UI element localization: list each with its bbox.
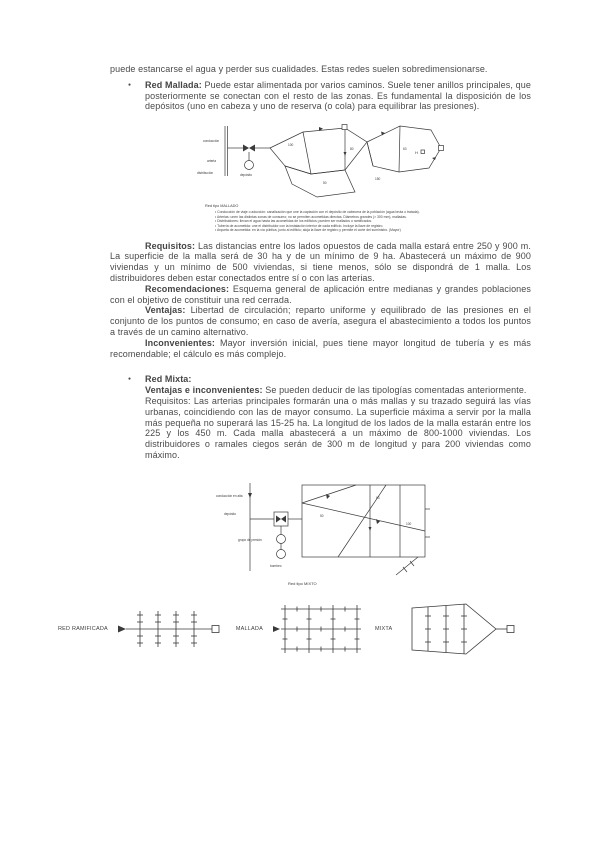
diagram-micro-label: conducción [203, 139, 220, 144]
pipe-size-label: 100 [406, 521, 412, 526]
red-mallada-schematic [195, 120, 445, 202]
pipe-size-label: 63 [403, 147, 407, 152]
bullet-item-red-mallada [110, 80, 531, 112]
pipe-size-label: 63 [376, 495, 380, 500]
red-mallada-paragraphs [110, 241, 531, 360]
inflow-arrow-icon [118, 625, 126, 632]
pipe-size-label: 100 [288, 143, 294, 148]
red-mallada-body: Puede estar alimentada por varios caminos. Suele tener anillos principales, que posteriormente se conectan con el resto de las zonas. Es fundamental la disposición de los depósitos (uno en cabeza y uno de reserva (o cola) para equilibrar las presiones). [145, 79, 531, 112]
diagram-caption: Red tipo MIXTO [288, 580, 317, 586]
flow-arrow-icon [326, 494, 330, 499]
pipe-size-label: 150 [375, 177, 381, 182]
paragraph-text: Esquema general de aplicación entre medianas y grandes poblaciones con el objetivo de constituir una red cerrada. [110, 283, 531, 305]
mixta-label: MIXTA [374, 625, 393, 632]
bullet-icon: ● [128, 81, 132, 88]
red-mixta-requisitos: Requisitos: Las arterias principales formarán una o más mallas y su trazado seguirá las vías urbanas, coincidiendo con las de mayor consumo. La superficie máxima a servir por la malla más pequeña no superará las 15-25 ha. La longitud de los lados de la malla estarán entre los 225 y los 450 m. Cada malla abastecerá a un máximo de 800-1000 viviendas. Los distribuidores o ramales ciegos serán de 300 m de longitud y para 200 viviendas como máximo. [145, 396, 531, 461]
mixta-schematic [400, 600, 518, 658]
hydrant-label: H [415, 150, 418, 156]
red-mixta-title-line [145, 374, 531, 385]
pipe-size-label: 50 [320, 513, 324, 518]
hydrant-icon [421, 150, 425, 154]
red-mallada-title: Red Mallada: [145, 79, 202, 90]
flow-arrow-icon [344, 152, 347, 156]
diagram-micro-label: distribución [197, 171, 214, 176]
red-mixta-sub-text: Se pueden deducir de las tipologías comentadas anteriormente. [262, 385, 527, 396]
legend-item: • Distribuidores: llevan el agua hasta las acometidas de los edificios; pueden ser mallados o ramificados. [215, 219, 373, 224]
paragraph-requisitos [110, 241, 531, 284]
pump-icon [277, 534, 286, 543]
paragraph-inconvenientes [110, 338, 531, 360]
flow-arrow-icon [376, 519, 380, 524]
paragraph-ventajas [110, 305, 531, 337]
diagram-red-mallada [195, 120, 450, 233]
diagram-legend [215, 210, 437, 233]
deposit-icon [212, 625, 219, 632]
red-mallada-text [145, 80, 531, 112]
diagram-micro-label: bombeo [270, 563, 282, 568]
paragraph-label: Recomendaciones: [145, 283, 230, 294]
red-mixta-text [145, 374, 531, 460]
red-mixta-schematic [180, 479, 430, 579]
network-types-row [58, 600, 531, 658]
paragraph-text: Mayor inversión inicial, pues tiene mayor longitud de tubería y es más recomendable; el cálculo es más complejo. [110, 337, 531, 359]
diagram-micro-label: conducción en alta [216, 493, 243, 498]
paragraph-label: Requisitos: [145, 240, 196, 251]
legend-item: • Arqueta de acometida: en la vía pública, junto al edificio; aloja la llave de registro y permite el corte del suministro. (Mayor) [215, 228, 401, 233]
red-mixta-sub-label: Ventajas e inconvenientes: [145, 385, 263, 396]
deposit-icon [342, 125, 347, 130]
diagram-micro-label: grupo de presión [238, 537, 262, 542]
paragraph-text: Las distancias entre los lados opuestos de cada malla estará entre 250 y 900 m. La superficie de la malla será de 30 ha y de un mínimo de 9 ha. Abastecerá un máximo de 900 viviendas y un mínimo de 500 viviendas, si tiene menos, sólo se dispondrá de 1 malla. Los distribuidores deben estar conectados entre sí o con las arterias. [110, 240, 531, 284]
flow-arrow-icon [248, 493, 252, 498]
bullet-icon: ● [128, 376, 132, 383]
deposit-icon [439, 146, 444, 151]
ramificada-label: RED RAMIFICADA [58, 625, 108, 632]
paragraph-label: Ventajas: [145, 305, 186, 316]
inflow-arrow-icon [273, 626, 280, 632]
mallada-schematic [271, 601, 367, 657]
mallada-label: MALLADA [235, 625, 263, 632]
diagram-micro-label: arteria [207, 159, 217, 164]
diagram-micro-label: depósito [240, 173, 253, 178]
bullet-item-red-mixta [110, 374, 531, 460]
valve-icon [249, 145, 255, 152]
ramificada-schematic [116, 601, 228, 657]
legend-item: • Tubería de acometida: une el distribuidor con la instalación interior de cada edificio. Incluye la llave de registro. [215, 223, 384, 228]
diagram-red-mixta [180, 479, 435, 586]
legend-item: • Conducción de viaje o aducción: canalización que une la captación con el depósito de cabecera de la población (agua bruta o tratada). [215, 210, 420, 215]
legend-item: • Arterias: unen las distintas zonas de consumo; no se permiten acometidas directas. Diámetros grandes (> 300 mm), malladas. [215, 214, 407, 219]
pipe-size-label: 80 [350, 147, 354, 152]
red-mixta-title: Red Mixta: [145, 374, 192, 385]
diagram-micro-label: depósito [224, 511, 237, 516]
red-mixta-ventajas-line [145, 385, 531, 396]
pump-icon [245, 161, 254, 170]
paragraph-recomendaciones [110, 284, 531, 306]
diagram-caption: Red tipo MALLADO [205, 204, 239, 209]
deposit-icon [507, 625, 514, 632]
flow-arrow-icon [369, 527, 372, 531]
pipe-size-label: 50 [323, 181, 327, 186]
pump-icon [277, 549, 286, 558]
intro-paragraph: puede estancarse el agua y perder sus cualidades. Estas redes suelen sobredimensionarse. [110, 64, 488, 74]
valve-icon [243, 145, 249, 152]
paragraph-label: Inconvenientes: [145, 337, 216, 348]
paragraph-text: Libertad de circulación; reparto uniforme y equilibrado de las presiones en el conjunto de los puntos de consumo; en caso de avería, asegura el abastecimiento a todos los puntos a través de un camino alternativo. [110, 305, 531, 338]
